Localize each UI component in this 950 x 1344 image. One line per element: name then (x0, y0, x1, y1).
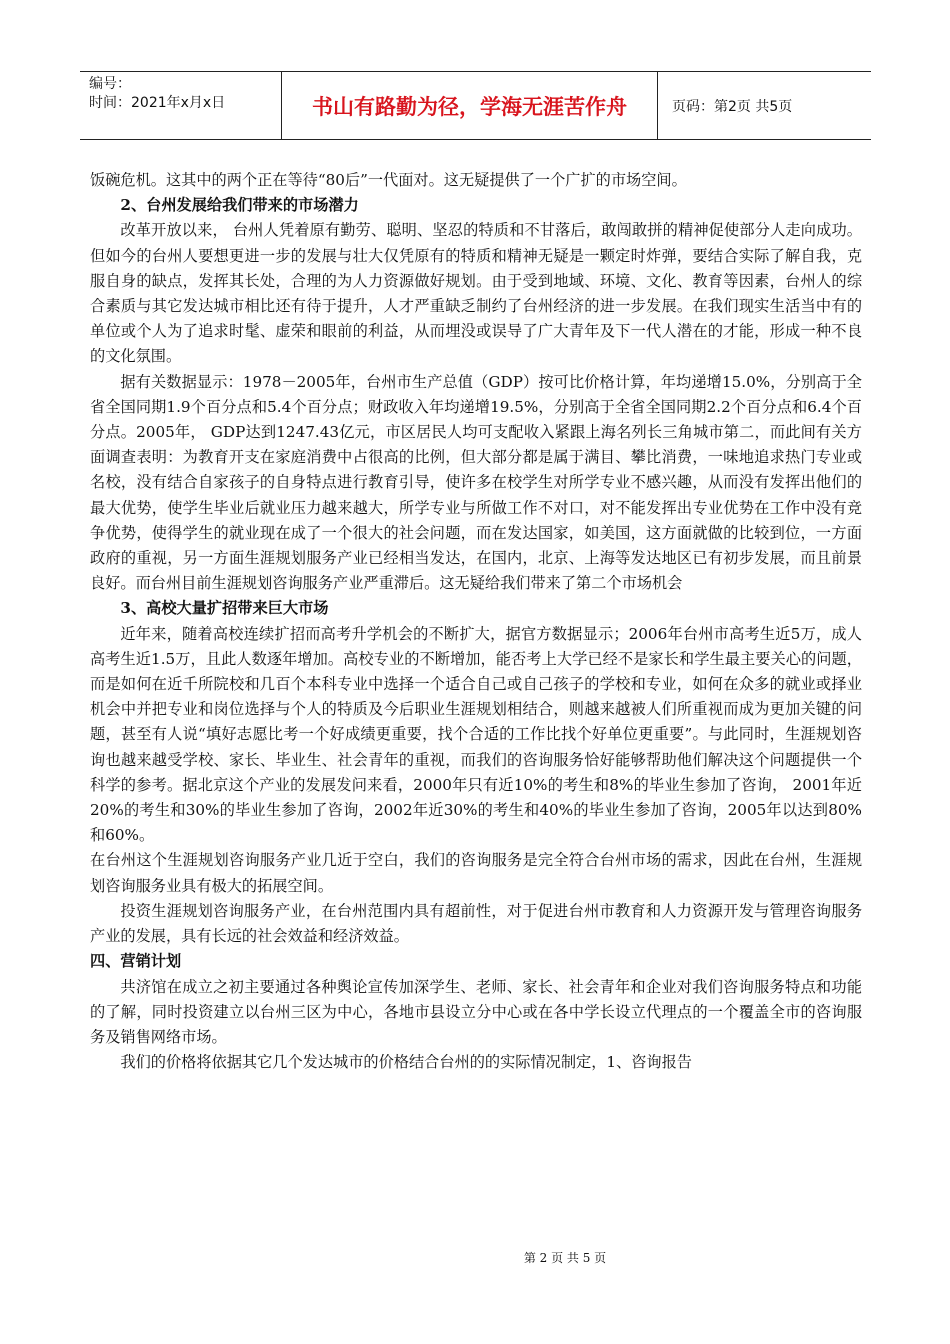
page-footer: 第 2 页 共 5 页 (523, 1251, 607, 1265)
document-number-label: 编号： (89, 76, 131, 92)
paragraph: 改革开放以来， 台州人凭着原有勤劳、聪明、坚忍的特质和不甘落后，敢闯敢拼的精神促使部分人走向成功。但如今的台州人要想更进一步的发展与壮大仅凭原有的特质和精神无疑是一颗定时炸弹，要结合实际了解自我，克服自身的缺点，发挥其长处，合理的为人力资源做好规划。由于受到地域、环境、文化、教育等因素，台州人的综合素质与其它发达城市相比还有待于提升，人才严重缺乏制约了台州经济的进一步发展。在我们现实生活当中有的单位或个人为了追求时髦、虚荣和眼前的利益，从而埋没或误导了广大青年及下一代人潜在的才能，形成一种不良的文化氛围。 (90, 221, 862, 366)
header-page-info: 页码：第2页 共5页 (672, 98, 793, 115)
document-date: 时间：2021年x月x日 (89, 95, 226, 111)
paragraph: 饭碗危机。这其中的两个正在等待“80后”一代面对。这无疑提供了一个广扩的市场空间。 (90, 171, 687, 189)
section-heading: 2、台州发展给我们带来的市场潜力 (120, 196, 359, 215)
header-motto: 书山有路勤为径，学海无涯苦作舟 (282, 72, 658, 139)
paragraph: 据有关数据显示：1978－2005年，台州市生产总值（GDP）按可比价格计算，年均递增15.0%，分别高于全省全国同期1.9个百分点和5.4个百分点；财政收入年均递增19.5%，分别高于全省全国同期2.2个百分点和6.4个百分点。2005年， GDP达到1247.43亿元，市区居民人均可支配收入紧跟上海名列长三角城市第二，而此间有关方面调查表明：为教育开支在家庭消费中占很高的比例，但大部分都是属于满目、攀比消费，一味地追求热门专业或名校，没有结合自家孩子的自身特点进行教育引导，使许多在校学生对所学专业不感兴趣，从而没有发挥出他们的最大优势，使学生毕业后就业压力越来越大，所学专业与所做工作不对口，对不能发挥出专业优势在工作中没有竞争优势，使得学生的就业现在成了一个很大的社会问题，而在发达国家，如美国，这方面就做的比较到位，一方面政府的重视，另一方面生涯规划服务产业已经相当发达，在国内，北京、上海等发达地区已有初步发展，而且前景良好。而台州目前生涯规划咨询服务产业严重滞后。这无疑给我们带来了第二个市场机会 (90, 372, 862, 593)
section-heading: 3、高校大量扩招带来巨大市场 (120, 599, 329, 618)
paragraph: 在台州这个生涯规划咨询服务产业几近于空白，我们的咨询服务是完全符合台州市场的需求，因此在台州，生涯规划咨询服务业具有极大的拓展空间。 (90, 851, 862, 895)
paragraph: 我们的价格将依据其它几个发达城市的价格结合台州的的实际情况制定，1、咨询报告 (120, 1053, 692, 1072)
chapter-heading: 四、营销计划 (90, 952, 182, 971)
page-header (80, 71, 871, 140)
document-body (90, 168, 862, 1075)
header-meta (80, 72, 282, 139)
paragraph: 投资生涯规划咨询服务产业，在台州范围内具有超前性，对于促进台州市教育和人力资源开发与管理咨询服务产业的发展，具有长远的社会效益和经济效益。 (90, 901, 862, 946)
paragraph: 共济馆在成立之初主要通过各种舆论宣传加深学生、老师、家长、社会青年和企业对我们咨询服务特点和功能的了解，同时投资建立以台州三区为中心，各地市县设立分中心或在各中学长设立代理点的一个覆盖全市的咨询服务及销售网络市场。 (90, 977, 862, 1046)
paragraph: 近年来，随着高校连续扩招而高考升学机会的不断扩大，据官方数据显示；2006年台州市高考生近5万，成人高考生近1.5万，且此人数逐年增加。高校专业的不断增加，能否考上大学已经不是家长和学生最主要关心的问题，而是如何在近千所院校和几百个本科专业中选择一个适合自己或自己孩子的学校和专业，如何在众多的就业或择业机会中并把专业和岗位选择与个人的特质及今后职业生涯规划相结合，则越来越被人们所重视而成为更加关键的问题，甚至有人说“填好志愿比考一个好成绩更重要，找个合适的工作比找个好单位更重要”。与此同时，生涯规划咨询也越来越受学校、家长、毕业生、社会青年的重视，而我们的咨询服务恰好能够帮助他们解决这个问题提供一个科学的参考。据北京这个产业的发展发问来看，2000年只有近10%的考生和8%的毕业生参加了咨询， 2001年近20%的考生和30%的毕业生参加了咨询，2002年近30%的考生和40%的毕业生参加了咨询，2005年以达到80%和60%。 (90, 624, 862, 845)
